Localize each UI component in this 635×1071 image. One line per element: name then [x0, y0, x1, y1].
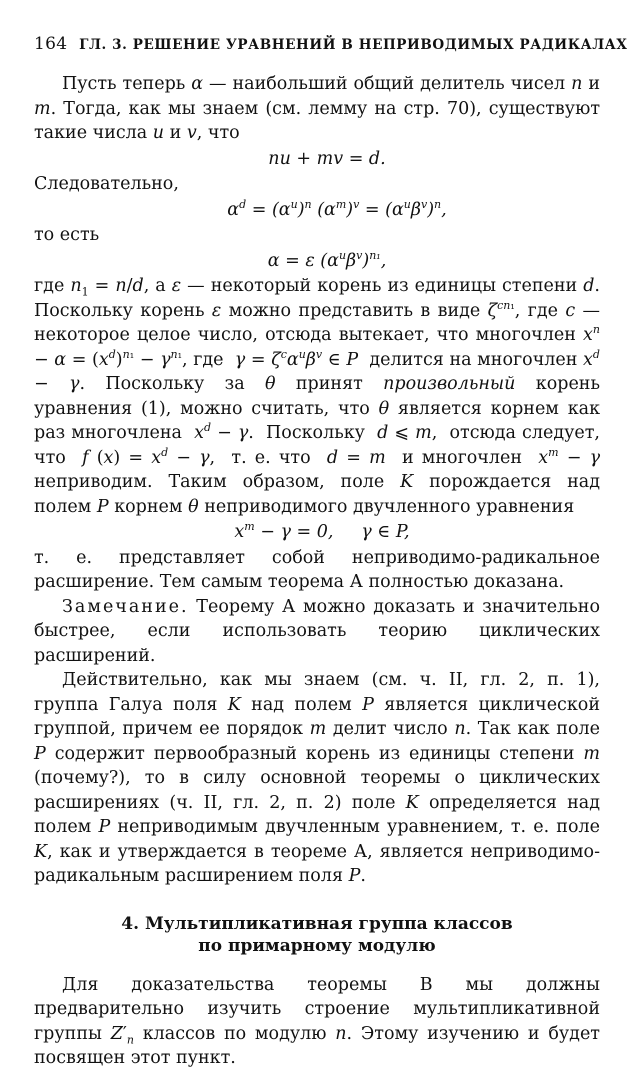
formula-1: nu + mv = d.: [268, 148, 386, 169]
page-number: 164: [34, 34, 68, 54]
paragraph-4: где $n_1 = n/d$, а ε — некоторый корень из единицы степени d. Поскольку корень ε можно представить в виде $\zeta^{cn_1}$, где c — некоторое целое число, отсюда вытекает, что многочлен $x^n - \alpha = (x^d)^{n_1} - \gamma^{n_1}$, где $\gamma = \zeta^c\alpha^u\beta^v$ ∈ P делится на многочлен $x^d - \gamma$. Поскольку за θ принят произвольный корень уравнения (1), можно считать, что θ является корнем как раз многочлена $x^d - \gamma$. Поскольку d ⩽ m, отсюда следует, что f $(x) = x^d - \gamma$, т. е. что d = m и многочлен $x^m - \gamma$ неприводим. Таким образом, поле K порождается над полем P корнем θ неприводимого двучленного уравнения: [34, 276, 601, 517]
paragraph-2: Следовательно,: [34, 174, 179, 194]
paragraph-remark: [34, 595, 600, 669]
page-header: [34, 32, 628, 58]
remark-lead: Замечание.: [62, 596, 189, 617]
formula-4: $x^m - \gamma = 0$, γ ∈ P,: [234, 520, 410, 542]
section-title-line-1: 4. Мультипликативная группа классов: [121, 913, 513, 934]
section-heading: [34, 913, 600, 957]
paragraph-8: Для доказательства теоремы В мы должны предварительно изучить строение мультипликативной группы $Z'_n$ классов по модулю n. Этому изучению и будет посвящен этот пункт.: [34, 974, 600, 1068]
page-body: [34, 72, 600, 1071]
remark-text: Теорему А можно доказать и значительно быстрее, если использовать теорию циклических расширений.: [34, 596, 600, 666]
formula-2: $\alpha^d = (\alpha^u)^n$ $(\alpha^m)^v = (\alpha^u\beta^v)^n$,: [227, 197, 447, 220]
paragraph-7: Действительно, как мы знаем (см. ч. II, гл. 2, п. 1), группа Галуа поля K над полем P является циклической группой, причем ее порядок m делит число n. Так как поле P содержит первообразный корень из единицы степени m (почему?), то в силу основной теоремы о циклических расширениях (ч. II, гл. 2, п. 2) поле K определяется над полем P неприводимым двучленным уравнением, т. е. поле K, как и утверждается в теореме А, является неприводимо-радикальным расширением поля P.: [34, 670, 600, 886]
paragraph-3: то есть: [34, 225, 100, 245]
paragraph-1: Пусть теперь α — наибольший общий делитель чисел n и m. Тогда, как мы знаем (см. лемму на стр. 70), существуют такие числа u и v, что: [34, 74, 600, 143]
section-title-line-2: по примарному модулю: [198, 935, 436, 956]
running-title: ГЛ. 3. РЕШЕНИЕ УРАВНЕНИЙ В НЕПРИВОДИМЫХ РАДИКАЛАХ: [79, 37, 628, 53]
formula-3: α = ε $(\alpha^u\beta^v)^{n_1}$,: [267, 248, 387, 271]
paragraph-5: т. е. представляет собой неприводимо-радикальное расширение. Тем самым теорема А полностью доказана.: [34, 547, 600, 592]
